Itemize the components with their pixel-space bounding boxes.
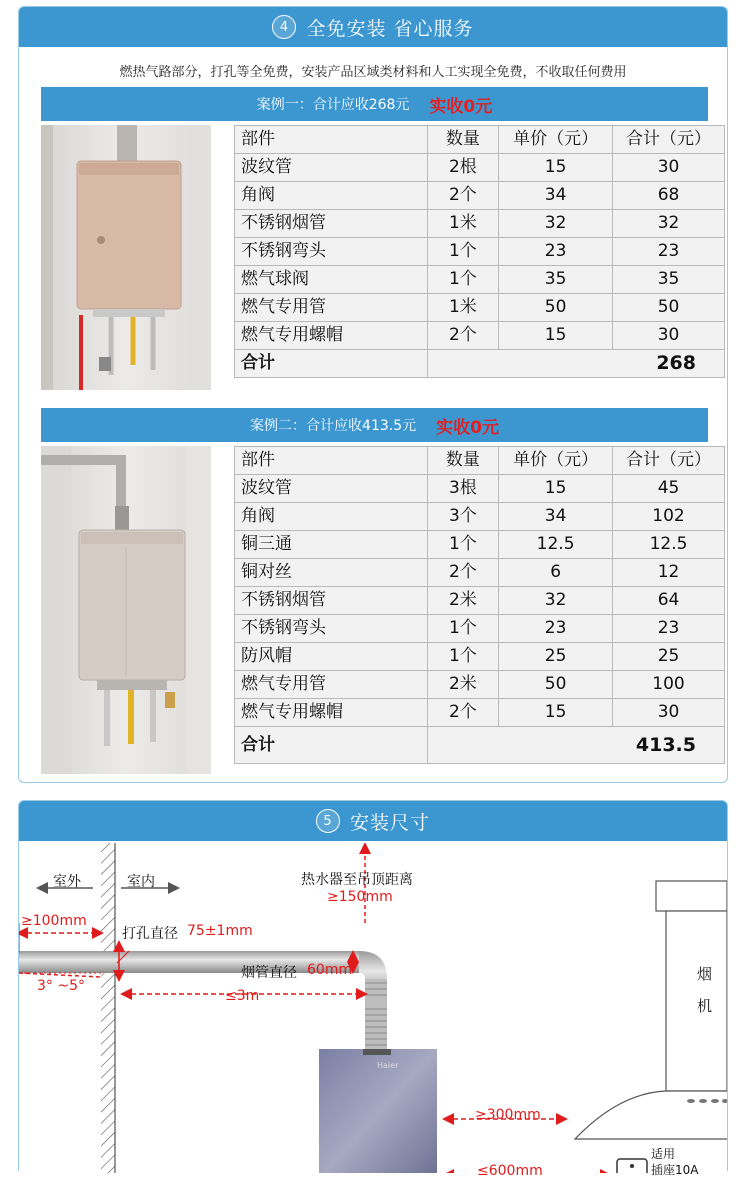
- cell-price: 32: [499, 210, 613, 238]
- cell-subtotal: 102: [613, 503, 725, 531]
- cell-price: 50: [499, 294, 613, 322]
- pipe-diameter-label: 烟管直径: [241, 965, 297, 981]
- cell-part: 燃气专用管: [235, 671, 428, 699]
- total-row: [235, 350, 725, 378]
- total-row: [235, 727, 725, 764]
- cell-qty: 1个: [427, 238, 499, 266]
- case-2-table: [234, 446, 725, 764]
- cell-subtotal: 100: [613, 671, 725, 699]
- cell-subtotal: 30: [613, 154, 725, 182]
- cell-qty: 2个: [427, 699, 499, 727]
- table-row: [235, 182, 725, 210]
- cell-part: 防风帽: [235, 643, 428, 671]
- table-row: [235, 587, 725, 615]
- case-2-photo: [41, 446, 211, 774]
- cell-qty: 1个: [427, 615, 499, 643]
- cell-part: 燃气球阀: [235, 266, 428, 294]
- cell-qty: 2根: [427, 154, 499, 182]
- section-4-header: [19, 7, 727, 47]
- cell-subtotal: 12: [613, 559, 725, 587]
- table-row: [235, 238, 725, 266]
- cell-part: 铜对丝: [235, 559, 428, 587]
- cell-subtotal: 45: [613, 475, 725, 503]
- case-2-actual: 实收0元: [436, 417, 499, 438]
- hood-char-1: 烟: [697, 965, 713, 983]
- cell-subtotal: 25: [613, 643, 725, 671]
- section-4-title: 全免安装 省心服务: [306, 17, 474, 40]
- cell-qty: 2米: [427, 671, 499, 699]
- total-value: 268: [427, 350, 724, 378]
- cell-subtotal: 35: [613, 266, 725, 294]
- cell-part: 不锈钢烟管: [235, 210, 428, 238]
- cell-price: 25: [499, 643, 613, 671]
- cell-price: 15: [499, 154, 613, 182]
- case-2-bar: [41, 408, 708, 442]
- cell-price: 35: [499, 266, 613, 294]
- cell-qty: 2个: [427, 322, 499, 350]
- socket-distance-value: ≤600mm: [477, 1163, 543, 1179]
- table-row: [235, 643, 725, 671]
- cell-subtotal: 23: [613, 615, 725, 643]
- cell-subtotal: 32: [613, 210, 725, 238]
- slope-value: 3° ~5°: [37, 978, 85, 994]
- cell-qty: 1个: [427, 266, 499, 294]
- cell-subtotal: 64: [613, 587, 725, 615]
- cell-qty: 1个: [427, 531, 499, 559]
- hood-char-2: 机: [697, 997, 713, 1015]
- cell-qty: 3根: [427, 475, 499, 503]
- cell-qty: 2米: [427, 587, 499, 615]
- cell-price: 6: [499, 559, 613, 587]
- cell-price: 15: [499, 699, 613, 727]
- table-row: [235, 531, 725, 559]
- free-install-intro: 燃热气路部分，打孔等全免费，安装产品区域类材料和人工实现全免费，不收取任何费用: [119, 65, 627, 80]
- header-part: 部件: [235, 126, 428, 154]
- cell-price: 15: [499, 475, 613, 503]
- cell-part: 燃气专用管: [235, 294, 428, 322]
- header-subtotal: 合计（元）: [613, 447, 725, 475]
- cell-part: 波纹管: [235, 475, 428, 503]
- pipe-length-value: ≤3m: [225, 988, 260, 1004]
- cell-subtotal: 12.5: [613, 531, 725, 559]
- header-qty: 数量: [427, 126, 499, 154]
- cell-price: 50: [499, 671, 613, 699]
- table-row: [235, 322, 725, 350]
- total-value: 413.5: [427, 727, 724, 764]
- cell-part: 不锈钢弯头: [235, 238, 428, 266]
- hole-diameter-label: 打孔直径: [122, 926, 178, 942]
- cell-part: 铜三通: [235, 531, 428, 559]
- cell-price: 23: [499, 238, 613, 266]
- table-row: [235, 615, 725, 643]
- case-1-actual: 实收0元: [429, 96, 493, 117]
- socket-label-1: 适用: [651, 1147, 676, 1161]
- cell-part: 不锈钢弯头: [235, 615, 428, 643]
- table-row: [235, 559, 725, 587]
- cell-qty: 1米: [427, 294, 499, 322]
- indoor-label: 室内: [127, 874, 155, 890]
- ceiling-distance-value: ≥150mm: [327, 889, 393, 905]
- section-5-title: 安装尺寸: [349, 811, 430, 834]
- pipe-diameter-value: 60mm: [307, 962, 353, 978]
- cell-subtotal: 23: [613, 238, 725, 266]
- cell-subtotal: 30: [613, 322, 725, 350]
- extend-distance-value: ≥100mm: [21, 913, 87, 929]
- cell-subtotal: 50: [613, 294, 725, 322]
- install-diagram: [19, 843, 727, 1179]
- total-label: 合计: [235, 350, 428, 378]
- cell-price: 34: [499, 182, 613, 210]
- cell-qty: 2个: [427, 182, 499, 210]
- cell-qty: 1个: [427, 643, 499, 671]
- cell-part: 不锈钢烟管: [235, 587, 428, 615]
- case-1-photo: [41, 125, 211, 390]
- cell-subtotal: 30: [613, 699, 725, 727]
- header-qty: 数量: [427, 447, 499, 475]
- header-price: 单价（元）: [499, 447, 613, 475]
- cell-part: 角阀: [235, 503, 428, 531]
- case-1-bar: [41, 87, 708, 121]
- cell-part: 波纹管: [235, 154, 428, 182]
- cell-price: 12.5: [499, 531, 613, 559]
- cell-price: 15: [499, 322, 613, 350]
- cell-qty: 1米: [427, 210, 499, 238]
- header-price: 单价（元）: [499, 126, 613, 154]
- socket-label-2: 插座10A: [651, 1163, 699, 1177]
- section-4-number: 4: [272, 15, 296, 39]
- case-2-label: 案例二：合计应收413.5元: [250, 418, 417, 434]
- section-5-number: 5: [316, 809, 340, 833]
- cell-price: 32: [499, 587, 613, 615]
- cell-part: 燃气专用螺帽: [235, 699, 428, 727]
- table-row: [235, 699, 725, 727]
- table-header-row: [235, 126, 725, 154]
- section-5-header: [19, 801, 727, 841]
- cell-price: 34: [499, 503, 613, 531]
- cell-price: 23: [499, 615, 613, 643]
- ceiling-distance-label: 热水器至吊顶距离: [301, 872, 413, 888]
- table-row: [235, 266, 725, 294]
- table-row: [235, 154, 725, 182]
- table-row: [235, 210, 725, 238]
- table-header-row: [235, 447, 725, 475]
- cell-part: 角阀: [235, 182, 428, 210]
- cell-part: 燃气专用螺帽: [235, 322, 428, 350]
- case-1-label: 案例一：合计应收268元: [256, 97, 410, 113]
- case-1-table: [234, 125, 725, 378]
- table-row: [235, 475, 725, 503]
- heater-logo: Haier: [377, 1061, 399, 1070]
- free-install-panel: [18, 6, 728, 783]
- header-subtotal: 合计（元）: [613, 126, 725, 154]
- hood-distance-value: ≥300mm: [475, 1107, 541, 1123]
- table-row: [235, 503, 725, 531]
- hole-diameter-value: 75±1mm: [187, 923, 253, 939]
- header-part: 部件: [235, 447, 428, 475]
- cell-subtotal: 68: [613, 182, 725, 210]
- table-row: [235, 294, 725, 322]
- table-row: [235, 671, 725, 699]
- total-label: 合计: [235, 727, 428, 764]
- cell-qty: 3个: [427, 503, 499, 531]
- install-size-panel: [18, 800, 728, 1179]
- cell-qty: 2个: [427, 559, 499, 587]
- outdoor-label: 室外: [53, 874, 81, 890]
